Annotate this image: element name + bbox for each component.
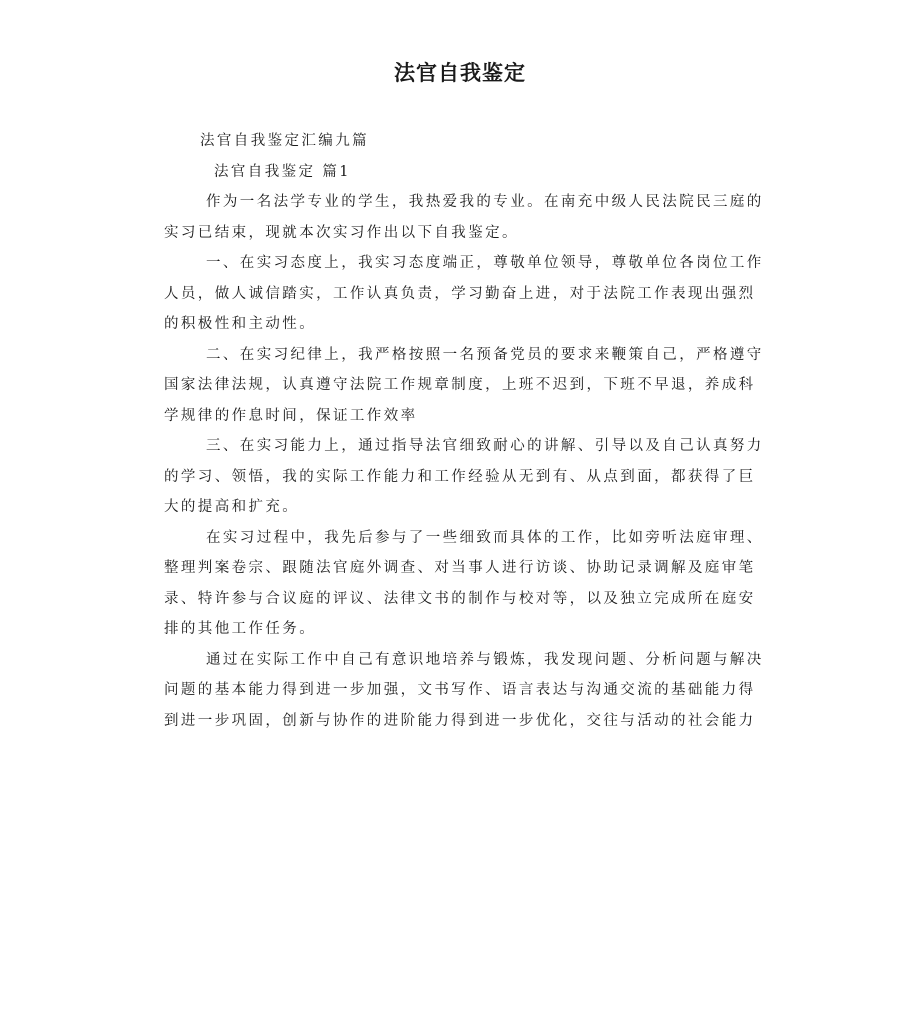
section-heading: 法官自我鉴定 篇1 [214, 163, 351, 180]
paragraph-line: 整理判案卷宗、跟随法官庭外调查、对当事人进行访谈、协助记录调解及庭审笔 [164, 560, 756, 576]
paragraph-line: 三、在实习能力上，通过指导法官细致耐心的讲解、引导以及自己认真努力 [206, 438, 764, 454]
paragraph-line: 作为一名法学专业的学生，我热爱我的专业。在南充中级人民法院民三庭的 [206, 194, 764, 210]
paragraph-line: 国家法律法规，认真遵守法院工作规章制度，上班不迟到，下班不早退，养成科 [164, 377, 756, 393]
paragraph-line: 人员，做人诚信踏实，工作认真负责，学习勤奋上进，对于法院工作表现出强烈 [164, 285, 756, 302]
paragraph-line: 二、在实习纪律上，我严格按照一名预备党员的要求来鞭策自己，严格遵守 [206, 346, 764, 363]
paragraph-line: 学规律的作息时间，保证工作效率 [164, 407, 418, 424]
paragraph-line: 大的提高和扩充。 [164, 499, 300, 515]
paragraph-line: 实习已结束，现就本次实习作出以下自我鉴定。 [164, 224, 519, 241]
subtitle-line: 法官自我鉴定汇编九篇 [200, 133, 369, 149]
paragraph-line: 在实习过程中，我先后参与了一些细致而具体的工作，比如旁听法庭审理、 [206, 529, 764, 546]
paragraph-line: 问题的基本能力得到进一步加强，文书写作、语言表达与沟通交流的基础能力得 [164, 682, 756, 698]
document-body [164, 126, 764, 736]
paragraph-line: 通过在实际工作中自己有意识地培养与锻炼，我发现问题、分析问题与解决 [206, 651, 764, 668]
paragraph-line: 排的其他工作任务。 [164, 621, 317, 637]
paragraph-line: 的积极性和主动性。 [164, 316, 317, 332]
paragraph-line: 到进一步巩固，创新与协作的进阶能力得到进一步优化，交往与活动的社会能力 [164, 712, 756, 729]
paragraph-line: 一、在实习态度上，我实习态度端正，尊敬单位领导，尊敬单位各岗位工作 [206, 255, 764, 271]
paragraph-line: 的学习、领悟，我的实际工作能力和工作经验从无到有、从点到面，都获得了巨 [164, 468, 756, 485]
document-title: 法官自我鉴定 [394, 61, 526, 85]
paragraph-line: 录、特许参与合议庭的评议、法律文书的制作与校对等，以及独立完成所在庭安 [164, 590, 756, 607]
